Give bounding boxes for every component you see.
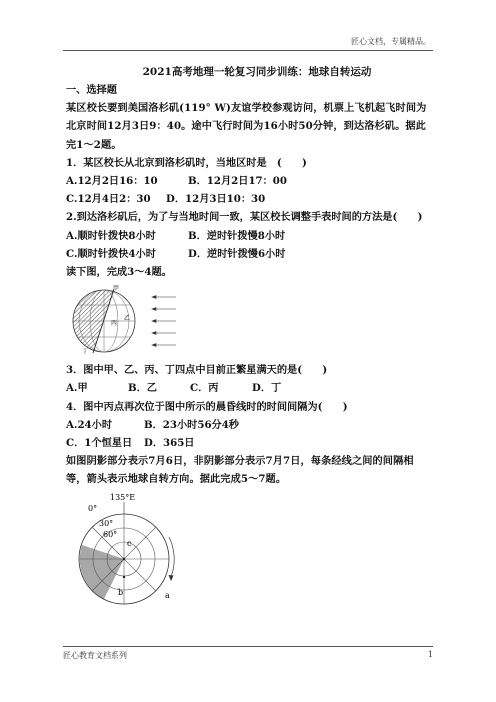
label-ding: 丁 — [82, 348, 89, 356]
option-b: B．乙 — [128, 382, 157, 395]
question-1-options-cd — [66, 190, 428, 208]
option-d: D．12月3日10：30 — [166, 193, 266, 206]
document-title: 2021高考地理一轮复习同步训练：地球自转运动 — [142, 66, 372, 78]
option-a: A.12月2日16：10 — [66, 175, 158, 188]
question-1-stem: 1．某区校长从北京到洛杉矶时，当地区时是 ( ) — [66, 156, 307, 169]
header-text: 匠心文档，专属精品。 — [351, 37, 431, 46]
label-jia: 甲 — [113, 285, 120, 293]
option-b: B．23小时56分4秒 — [144, 418, 239, 431]
label-30-deg: 30° — [99, 518, 114, 528]
question-2-stem: 2.到达洛杉矶后，为了与当地时间一致，某区校长调整手表时间的方法是( ) — [66, 211, 423, 224]
question-4-options-cd — [66, 434, 428, 452]
label-a: a — [165, 590, 170, 600]
question-2-options-ab — [66, 227, 428, 245]
option-c: C.顺时针拨快4小时 — [66, 247, 156, 260]
option-c: C．1个恒星日 — [66, 437, 133, 450]
question-4-options-ab — [66, 416, 428, 434]
option-a: A.顺时针拨快8小时 — [66, 229, 156, 242]
label-60-deg: 60° — [103, 529, 118, 539]
intro-paragraph-2: 读下图，完成3～4题。 — [66, 266, 172, 279]
footer-series: 匠心教育文档系列 — [63, 651, 127, 660]
polar-diagram — [66, 491, 186, 609]
page-footer — [63, 646, 433, 659]
question-3-stem: 3．图中甲、乙、丙、丁四点中目前正繁星满天的是( ) — [66, 364, 328, 377]
label-0-deg: 0° — [88, 503, 98, 513]
figure-polar-diagram — [66, 491, 428, 609]
page-number: 1 — [427, 650, 433, 659]
option-b: B．逆时针拨慢8小时 — [188, 229, 286, 242]
option-b: B．12月2日17：00 — [188, 175, 287, 188]
label-b: b — [118, 587, 124, 597]
page-header — [63, 36, 433, 51]
intro-paragraph-3: 如图阴影部分表示7月6日，非阴影部分表示7月7日，每条经线之间的间隔相等，箭头表示地球自转方向。据此完成5～7题。 — [66, 455, 414, 486]
section-heading: 一、选择题 — [66, 84, 117, 96]
document-body — [66, 63, 428, 609]
intro-paragraph-1: 某区校长要到美国洛杉矶(119° W)友谊学校参观访问，机票上飞机起飞时间为北京时间12月3日9：40。途中飞行时间为16小时50分钟，到达洛杉矶。据此完1～2题。 — [66, 102, 427, 151]
label-yi: 乙 — [124, 315, 131, 323]
question-4-stem: 4．图中丙点再次位于图中所示的晨昏线时的时间间隔为( ) — [66, 400, 348, 413]
terminator-diagram — [66, 283, 186, 359]
option-d: D．逆时针拨慢6小时 — [188, 247, 286, 260]
rotation-arrow — [169, 537, 174, 577]
label-bing: 丙 — [111, 320, 118, 328]
option-c: C．丙 — [190, 382, 219, 395]
option-a: A.甲 — [66, 382, 88, 395]
question-2-options-cd — [66, 245, 428, 263]
option-c: C.12月4日2：30 — [66, 193, 151, 206]
figure-terminator-diagram — [66, 283, 428, 359]
label-c: c — [127, 538, 132, 548]
question-3-options — [66, 379, 428, 397]
option-a: A.24小时 — [66, 418, 113, 431]
option-d: D．丁 — [252, 382, 282, 395]
label-135e: 135°E — [110, 492, 136, 502]
question-1-options-ab — [66, 172, 428, 190]
option-d: D．365日 — [144, 437, 195, 450]
